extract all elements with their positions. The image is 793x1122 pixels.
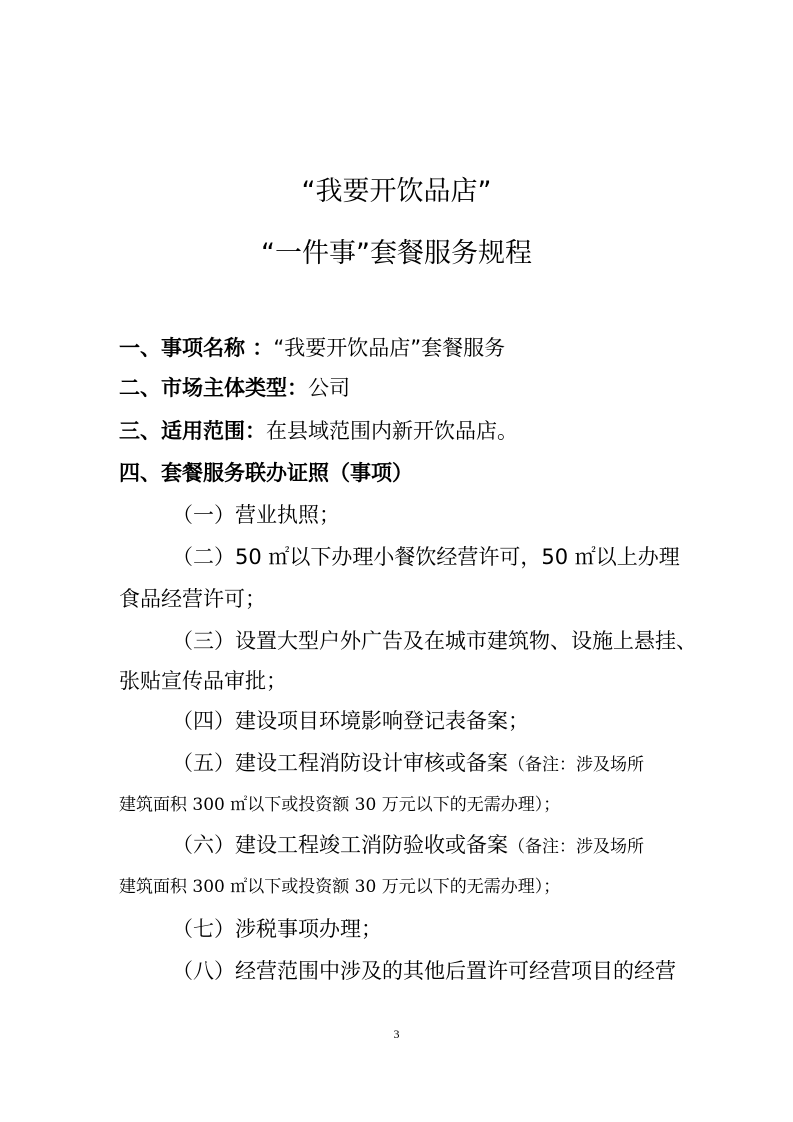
section-2-label: 二、市场主体类型： bbox=[119, 376, 308, 400]
section-2-value: 公司 bbox=[308, 376, 350, 400]
section-2 bbox=[119, 373, 350, 403]
list-item-7: （七）涉税事项办理； bbox=[172, 917, 382, 941]
section-1 bbox=[119, 333, 505, 363]
list-item-6-line-2: 建筑面积 300 ㎡以下或投资额 30 万元以下的无需办理）； bbox=[119, 877, 561, 897]
list-item-6-line-1 bbox=[172, 830, 644, 862]
list-item-1: （一）营业执照； bbox=[172, 503, 340, 527]
list-item-4: （四）建设项目环境影响登记表备案； bbox=[172, 709, 529, 733]
section-1-label: 一、事项名称 ： bbox=[119, 336, 274, 360]
list-item-2-line-1: （二）50 ㎡以下办理小餐饮经营许可，50 ㎡以上办理 bbox=[172, 545, 680, 569]
section-3 bbox=[119, 416, 518, 446]
section-1-value: “我要开饮品店”套餐服务 bbox=[273, 336, 506, 360]
list-item-5-line-1 bbox=[172, 748, 644, 780]
title-line-2: “一件事”套餐服务规程 bbox=[261, 238, 532, 269]
list-item-6-note: （备注：涉及场所 bbox=[508, 837, 644, 857]
list-item-8-line-1: （八）经营范围中涉及的其他后置许可经营项目的经营 bbox=[172, 959, 676, 983]
section-4-heading: 四、套餐服务联办证照（事项） bbox=[119, 461, 413, 485]
page-number: 3 bbox=[393, 1027, 400, 1041]
title-line-1: “我要开饮品店” bbox=[301, 176, 492, 207]
list-item-5-note: （备注：涉及场所 bbox=[508, 755, 644, 775]
list-item-2-line-2: 食品经营许可； bbox=[119, 587, 266, 611]
section-3-value: 在县域范围内新开饮品店。 bbox=[266, 419, 518, 443]
list-item-5-text: （五）建设工程消防设计审核或备案 bbox=[172, 751, 508, 775]
list-item-6-text: （六）建设工程竣工消防验收或备案 bbox=[172, 833, 508, 857]
list-item-3-line-1: （三）设置大型户外广告及在城市建筑物、设施上悬挂、 bbox=[172, 629, 697, 653]
list-item-3-line-2: 张贴宣传品审批； bbox=[119, 669, 287, 693]
list-item-5-line-2: 建筑面积 300 ㎡以下或投资额 30 万元以下的无需办理）； bbox=[119, 795, 561, 815]
section-3-label: 三、适用范围： bbox=[119, 419, 266, 443]
